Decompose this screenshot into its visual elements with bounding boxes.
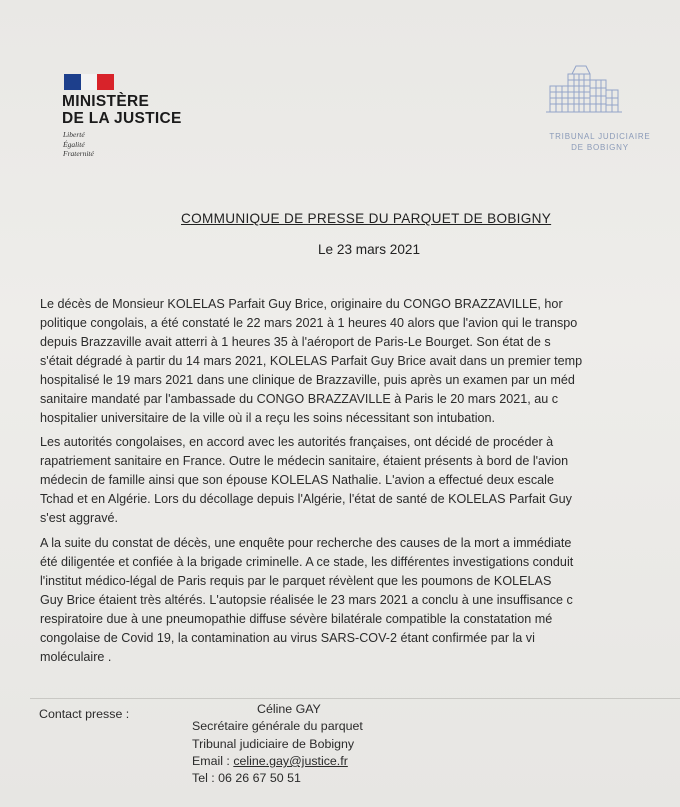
document-date: Le 23 mars 2021 xyxy=(318,242,421,257)
motto-fraternite: Fraternité xyxy=(63,149,94,158)
body-line: médecin de famille ainsi que son épouse KOLELAS Nathalie. L'avion a effectué deux escale xyxy=(40,473,554,487)
body-line: politique congolais, a été constaté le 22 mars 2021 à 1 heures 40 alors que l'avion qui le transpo xyxy=(40,316,578,330)
motto-liberte: Liberté xyxy=(63,130,85,139)
body-line: été diligentée et confiée à la brigade criminelle. A ce stade, les différentes investigations conduit xyxy=(40,555,574,569)
french-flag-icon xyxy=(64,74,114,90)
body-line: depuis Brazzaville avait atterri à 1 heures 35 à l'aéroport de Paris-Le Bourget. Son état de s xyxy=(40,335,551,349)
flag-white-band xyxy=(81,74,97,90)
tribunal-line-2: DE BOBIGNY xyxy=(571,142,629,152)
divider xyxy=(30,698,680,699)
republic-motto xyxy=(63,130,94,159)
contact-phone: Tel : 06 26 67 50 51 xyxy=(192,771,301,785)
courthouse-building-icon xyxy=(546,62,622,118)
motto-egalite: Égalité xyxy=(63,139,85,149)
ministry-line-2: DE LA JUSTICE xyxy=(62,110,182,127)
flag-red-band xyxy=(97,74,114,90)
tribunal-line-1: TRIBUNAL JUDICIAIRE xyxy=(549,132,651,141)
ministry-line-1: MINISTÈRE xyxy=(62,93,150,110)
contact-label: Contact presse : xyxy=(39,707,130,721)
flag-blue-band xyxy=(64,74,81,90)
contact-email-row xyxy=(192,754,348,768)
body-line: Le décès de Monsieur KOLELAS Parfait Guy Brice, originaire du CONGO BRAZZAVILLE, hor xyxy=(40,297,563,311)
email-link[interactable]: celine.gay@justice.fr xyxy=(233,754,348,768)
body-line: s'est aggravé. xyxy=(40,511,119,525)
body-line: Guy Brice étaient très altérés. L'autopsie réalisée le 23 mars 2021 a conclu à une insuffisance c xyxy=(40,593,573,607)
body-line: moléculaire . xyxy=(40,650,112,664)
body-line: hospitalier universitaire de la ville où il a reçu les soins nécessitant son intubation. xyxy=(40,411,496,425)
body-line: rapatriement sanitaire en France. Outre le médecin sanitaire, étaient présents à bord de l'avion xyxy=(40,454,569,468)
body-line: s'était dégradé à partir du 14 mars 2021, KOLELAS Parfait Guy Brice avait dans un premier temp xyxy=(40,354,583,368)
ministry-name xyxy=(62,93,182,127)
body-line: congolaise de Covid 19, la contamination au virus SARS-COV-2 étant confirmée par la vi xyxy=(40,631,535,645)
body-line: hospitalisé le 19 mars 2021 dans une clinique de Brazzaville, puis après un examen par un méd xyxy=(40,373,575,387)
body-line: sanitaire mandaté par l'ambassade du CONGO BRAZZAVILLE à Paris le 20 mars 2021, au c xyxy=(40,392,559,406)
body-line: l'institut médico-légal de Paris requis par le parquet révèlent que les poumons de KOLELAS xyxy=(40,574,552,588)
tribunal-name xyxy=(527,132,673,153)
contact-organization: Tribunal judiciaire de Bobigny xyxy=(192,737,355,751)
contact-role: Secrétaire générale du parquet xyxy=(192,719,363,733)
email-label: Email : xyxy=(192,754,234,768)
document-title: COMMUNIQUE DE PRESSE DU PARQUET DE BOBIGNY xyxy=(181,211,552,226)
body-line: respiratoire due à une pneumopathie diffuse sévère bilatérale compatible la constatation mé xyxy=(40,612,553,626)
body-line: Tchad et en Algérie. Lors du décollage depuis l'Algérie, l'état de santé de KOLELAS Parfait Guy xyxy=(40,492,572,506)
body-line: Les autorités congolaises, en accord avec les autorités françaises, ont décidé de procéder à xyxy=(40,435,554,449)
contact-name: Céline GAY xyxy=(257,702,321,716)
body-line: A la suite du constat de décès, une enquête pour recherche des causes de la mort a immédiate xyxy=(40,536,572,550)
